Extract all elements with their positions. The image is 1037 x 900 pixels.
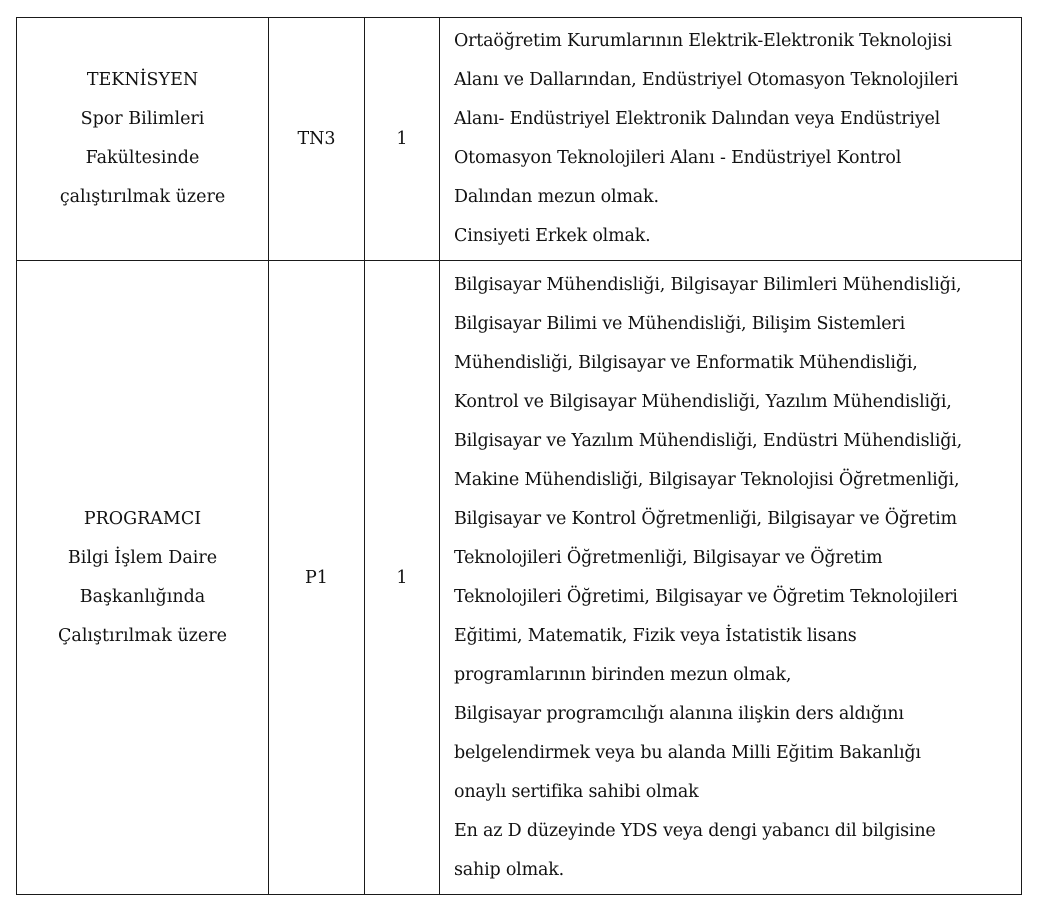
requirement-line: Alanı ve Dallarından, Endüstriyel Otomasyon Teknolojileri (454, 70, 959, 90)
requirement-line: En az D düzeyinde YDS veya dengi yabancı dil bilgisine (454, 820, 936, 841)
position-unit-line: Bilgi İşlem Daire (67, 547, 218, 568)
requirement-line: belgelendirmek veya bu alanda Milli Eğitim Bakanlığı (454, 742, 921, 763)
requirement-line: Otomasyon Teknolojileri Alanı - Endüstriyel Kontrol (454, 148, 902, 168)
table-row (17, 261, 1022, 895)
requirement-line: Dalından mezun olmak. (454, 187, 659, 207)
position-unit-line: Başkanlığında (79, 586, 206, 607)
requirement-line: Ortaöğretim Kurumlarının Elektrik-Elektronik Teknolojisi (454, 31, 952, 51)
requirement-line: onaylı sertifika sahibi olmak (454, 781, 699, 802)
requirement-line: Alanı- Endüstriyel Elektronik Dalından veya Endüstriyel (454, 109, 941, 129)
requirement-line: sahip olmak. (454, 859, 564, 880)
requirements-cell (440, 18, 1022, 261)
requirement-line: programlarının birinden mezun olmak, (454, 664, 792, 685)
requirement-line: Teknolojileri Öğretimi, Bilgisayar ve Öğretim Teknolojileri (454, 586, 958, 607)
position-unit-line: Çalıştırılmak üzere (58, 625, 227, 646)
requirement-line: Bilgisayar ve Kontrol Öğretmenliği, Bilgisayar ve Öğretim (454, 508, 957, 529)
requirement-line: Bilgisayar Mühendisliği, Bilgisayar Bilimleri Mühendisliği, (454, 274, 962, 295)
requirement-line: Bilgisayar Bilimi ve Mühendisliği, Bilişim Sistemleri (454, 313, 905, 334)
requirement-line: Bilgisayar programcılığı alanına ilişkin ders aldığını (454, 703, 904, 724)
requirement-line: Bilgisayar ve Yazılım Mühendisliği, Endüstri Mühendisliği, (454, 430, 962, 451)
positions-table (16, 17, 1022, 895)
requirement-line: Mühendisliği, Bilgisayar ve Enformatik Mühendisliği, (454, 352, 918, 373)
requirement-line: Teknolojileri Öğretmenliği, Bilgisayar ve Öğretim (454, 547, 883, 568)
requirements-cell (440, 261, 1022, 895)
position-title-cell (17, 261, 269, 895)
requirement-line: Kontrol ve Bilgisayar Mühendisliği, Yazılım Mühendisliği, (454, 391, 952, 412)
position-unit-line: Fakültesinde (85, 148, 200, 168)
position-count: 1 (365, 261, 440, 895)
position-unit-line: Spor Bilimleri (80, 109, 205, 129)
position-code: P1 (269, 261, 365, 895)
position-title: PROGRAMCI (83, 508, 202, 529)
position-code: TN3 (269, 18, 365, 261)
position-unit-line: çalıştırılmak üzere (59, 187, 226, 207)
requirement-line: Eğitimi, Matematik, Fizik veya İstatistik lisans (454, 625, 857, 646)
position-title-cell (17, 18, 269, 261)
requirement-line: Makine Mühendisliği, Bilgisayar Teknolojisi Öğretmenliği, (454, 469, 960, 490)
position-count: 1 (365, 18, 440, 261)
position-title: TEKNİSYEN (86, 70, 199, 90)
table-row (17, 18, 1022, 261)
requirement-line: Cinsiyeti Erkek olmak. (454, 226, 651, 246)
